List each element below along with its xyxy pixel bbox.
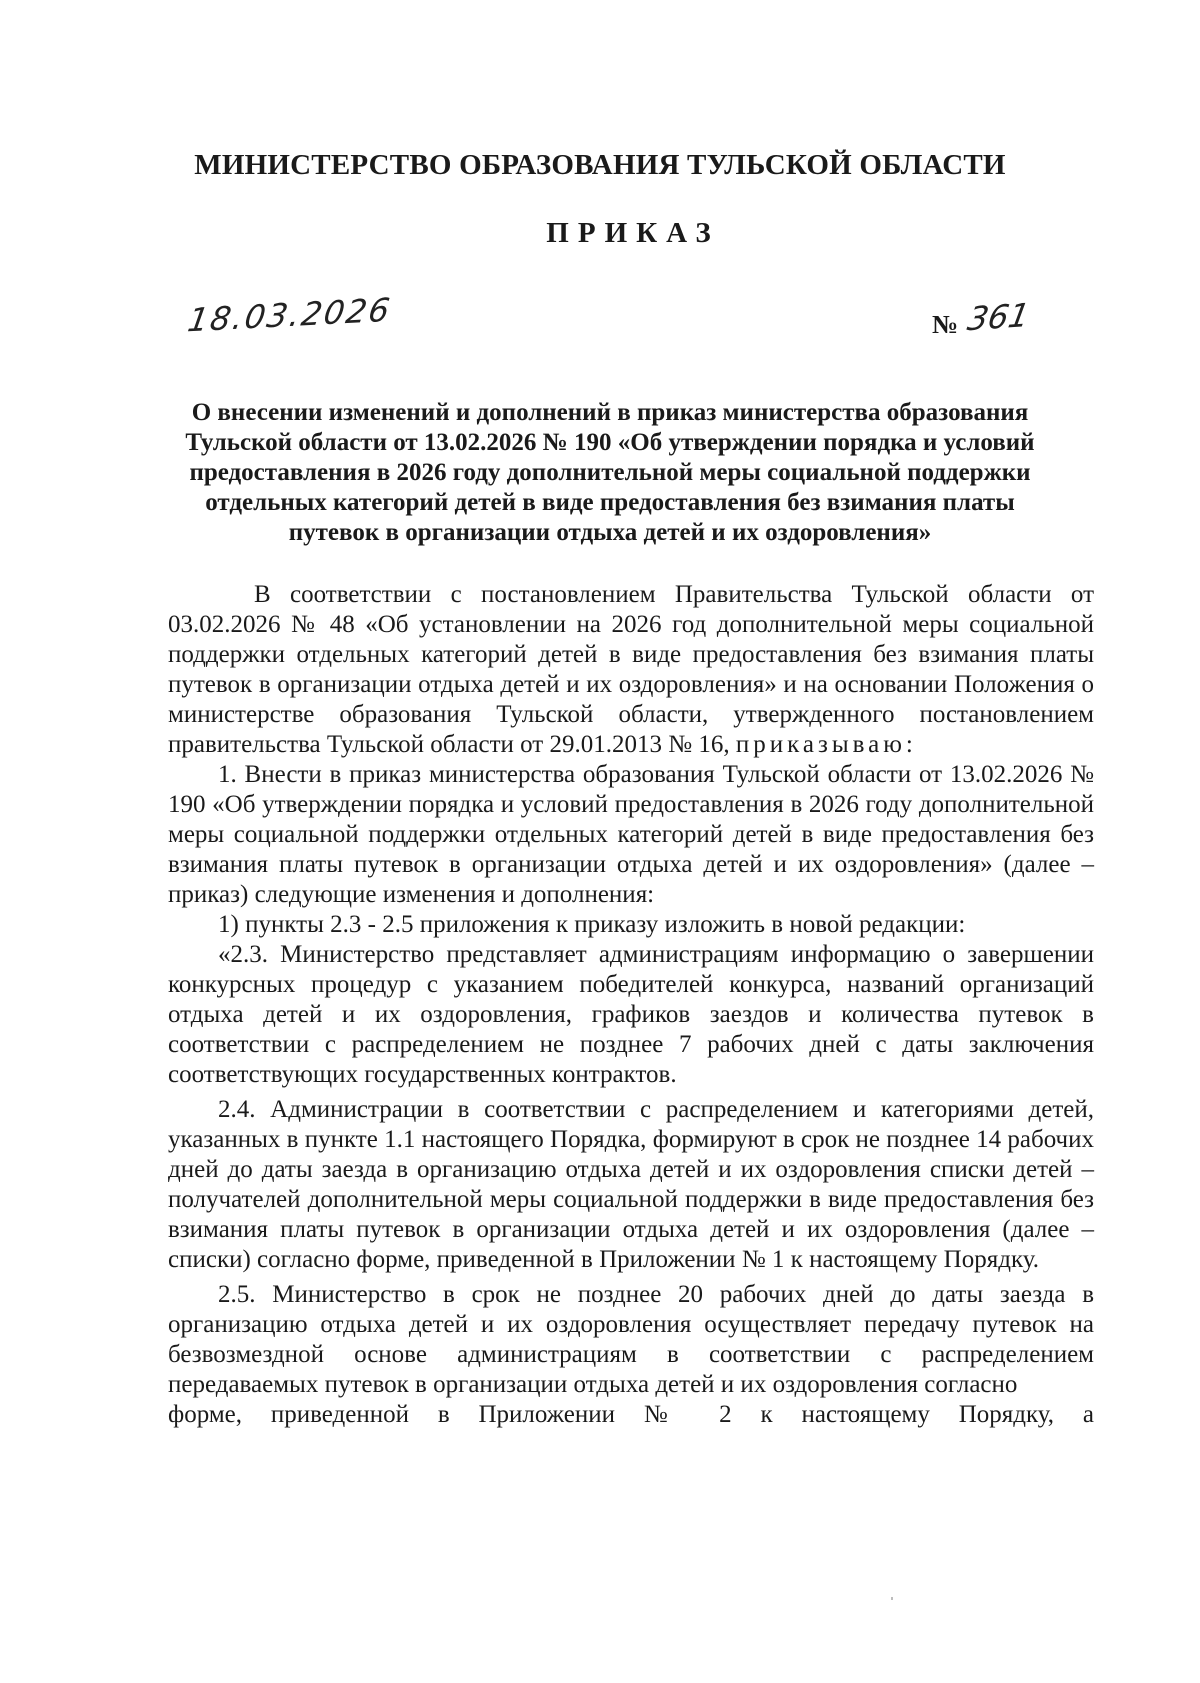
ministry-name: МИНИСТЕРСТВО ОБРАЗОВАНИЯ ТУЛЬСКОЙ ОБЛАСТИ (194, 149, 1006, 181)
item-1-paragraph: 1. Внести в приказ министерства образования Тульской области от 13.02.2026 № 190 «Об утверждении порядка и условий предоставления в 2026 году дополнительной меры социальной поддержки отдельных категорий детей в виде предоставления без взимания платы путевок в организации отдыха детей и их оздоровления» (далее – приказ) следующие изменения и дополнения: (168, 761, 1094, 908)
handwritten-date: 18.03.2026 (185, 290, 395, 340)
subject-line: путевок в организации отдыха детей и их оздоровления» (288, 519, 932, 546)
handwritten-order-number: 361 (964, 295, 1033, 339)
paragraph-2-5: 2.5. Министерство в срок не позднее 20 рабочих дней до даты заезда в организацию отдыха детей и их оздоровления осуществляет передачу путевок на безвозмездной основе администрациям в соответствии с распределением передаваемых путевок в организации отдыха детей и их оздоровления согласно (168, 1281, 1094, 1398)
order-word: приказываю: (735, 731, 917, 758)
subject-line: предоставления в 2026 году дополнительной меры социальной поддержки (189, 459, 1031, 486)
subject-line: О внесении изменений и дополнений в приказ министерства образования (191, 399, 1029, 426)
paragraph-2-4: 2.4. Администрации в соответствии с распределением и категориями детей, указанных в пункте 1.1 настоящего Порядка, формируют в срок не позднее 14 рабочих дней до даты заезда в организацию отдыха детей и их оздоровления списки детей – получателей дополнительной меры социальной поддержки в виде предоставления без взимания платы путевок в организации отдыха детей и их оздоровления (далее – списки) согласно форме, приведенной в Приложении № 1 к настоящему Порядку. (168, 1096, 1094, 1273)
subitem-1-paragraph: 1) пункты 2.3 - 2.5 приложения к приказу изложить в новой редакции: (218, 911, 966, 938)
paragraph-2-5-continuation: форме, приведенной в Приложении № 2 к настоящему Порядку, а (168, 1401, 1094, 1428)
order-subject (150, 398, 1070, 548)
subject-line: Тульской области от 13.02.2026 № 190 «Об утверждении порядка и условий (185, 429, 1035, 456)
document-type: ПРИКАЗ (546, 217, 720, 249)
order-number-label: № (932, 310, 959, 339)
preamble-paragraph (168, 580, 1094, 760)
scan-speck (891, 1597, 893, 1600)
order-body (168, 580, 1094, 1430)
preamble-text: В соответствии с постановлением Правительства Тульской области от 03.02.2026 № 48 «Об установлении на 2026 год дополнительной меры социальной поддержки отдельных категорий детей в виде предоставления без взимания платы путевок в организации отдыха детей и их оздоровления» и на основании Положения о министерстве образования Тульской области, утвержденного постановлением правительства Тульской области от 29.01.2013 № 16, (168, 581, 1094, 758)
subject-line: отдельных категорий детей в виде предоставления без взимания платы (205, 489, 1015, 516)
paragraph-2-3: «2.3. Министерство представляет администрациям информацию о завершении конкурсных процедур с указанием победителей конкурса, названий организаций отдыха детей и их оздоровления, графиков заездов и количества путевок в соответствии с распределением не позднее 7 рабочих дней с даты заключения соответствующих государственных контрактов. (168, 941, 1094, 1088)
